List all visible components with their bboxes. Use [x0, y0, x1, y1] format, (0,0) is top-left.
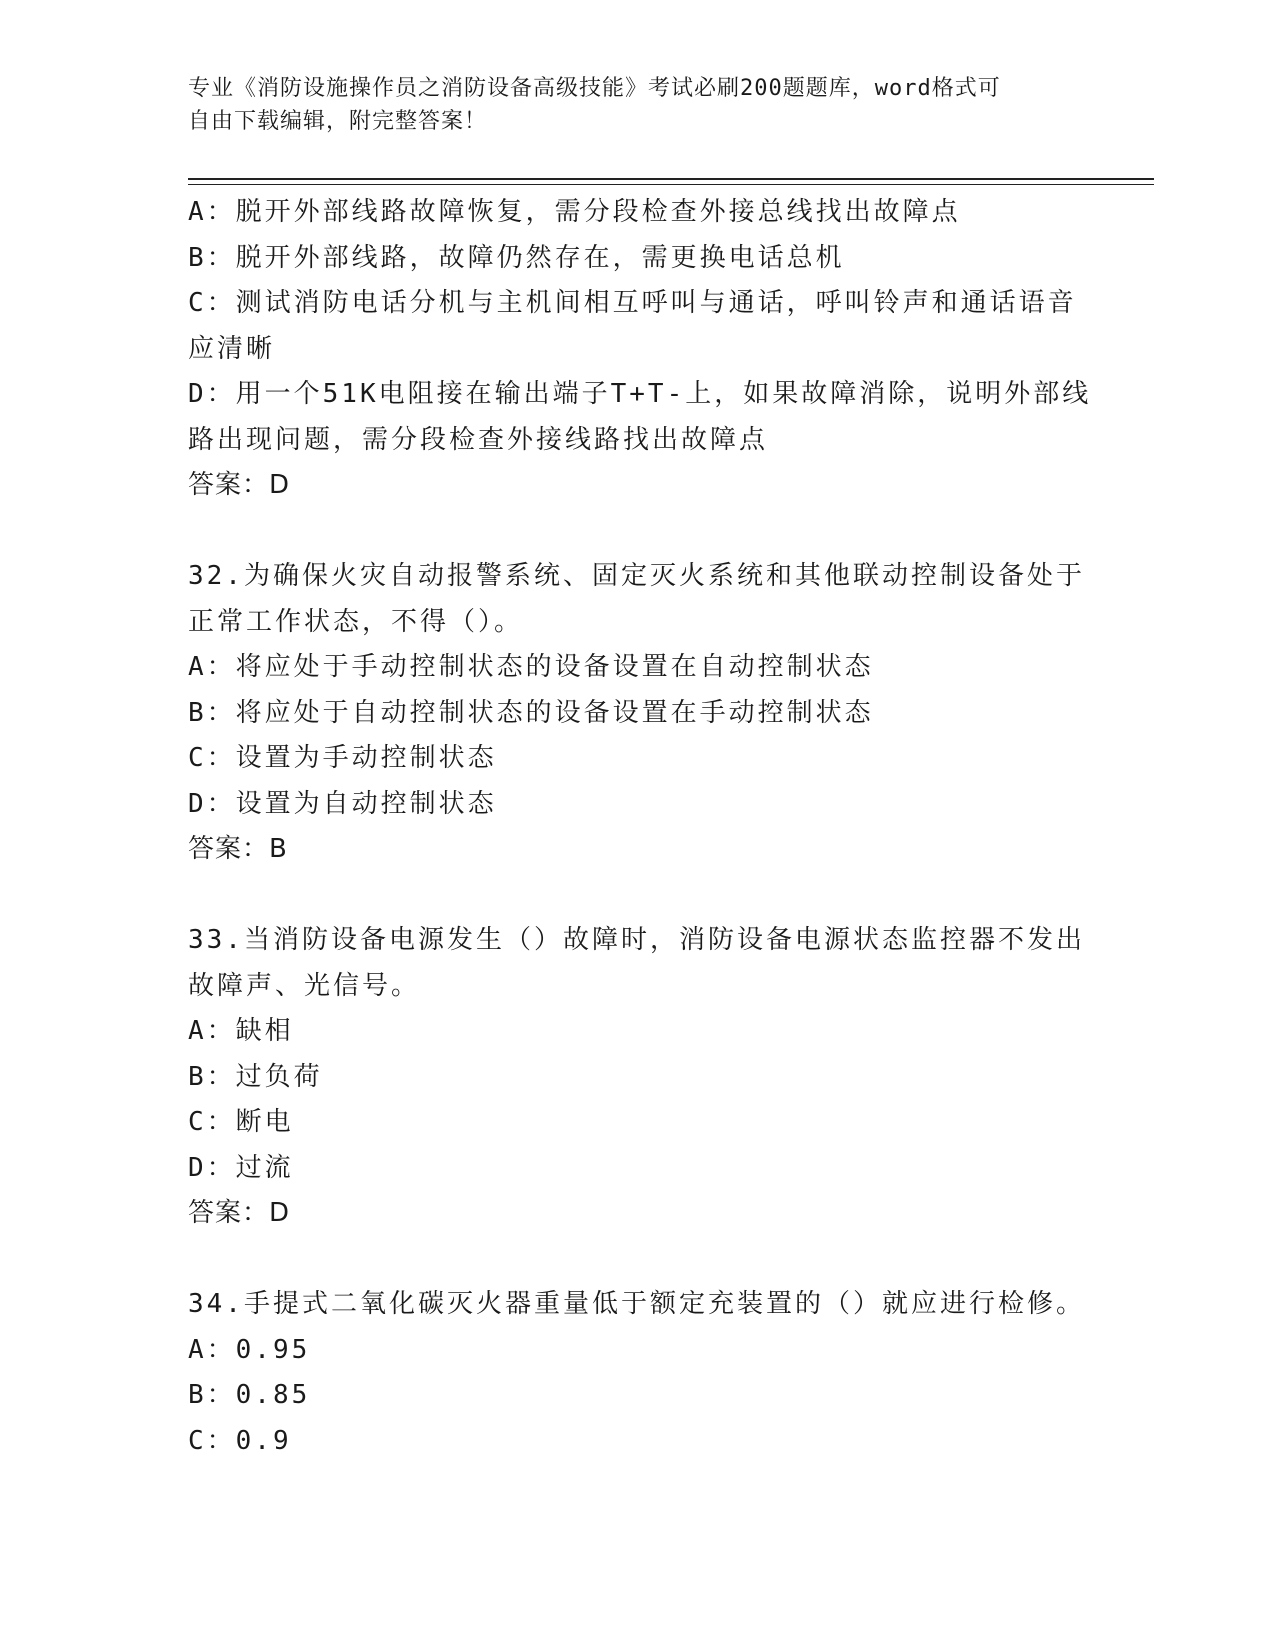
- answer-label: 答案：D: [188, 470, 291, 500]
- option-b: B：脱开外部线路，故障仍然存在，需更换电话总机: [188, 242, 845, 273]
- option-c: C：断电: [188, 1107, 294, 1137]
- option-c-continued: 应清晰: [188, 333, 276, 364]
- question-content: [188, 190, 1092, 1464]
- question-stem-continued: 故障声、光信号。: [188, 970, 421, 1001]
- header-title-line-1: 专业《消防设施操作员之消防设备高级技能》考试必刷200题题库，word格式可: [188, 76, 1001, 101]
- header-divider-thick: [188, 178, 1154, 180]
- question-32-block: [188, 554, 1088, 873]
- question-stem: 34.手提式二氧化碳灭火器重量低于额定充装置的（）就应进行检修。: [188, 1289, 1085, 1319]
- option-a: A：将应处于手动控制状态的设备设置在自动控制状态: [188, 652, 874, 682]
- option-d: D：用一个51K电阻接在输出端子T+T-上，如果故障消除，说明外部线: [188, 379, 1092, 409]
- question-stem: 33.当消防设备电源发生（）故障时，消防设备电源状态监控器不发出: [188, 925, 1085, 955]
- option-b: B：过负荷: [188, 1061, 323, 1092]
- option-d: D：设置为自动控制状态: [188, 788, 497, 819]
- question-stem-continued: 正常工作状态，不得（）。: [188, 606, 524, 637]
- spacer: [188, 873, 1088, 919]
- header-title-line-2: 自由下载编辑，附完整答案！: [188, 109, 488, 134]
- question-31-block: [188, 190, 1092, 509]
- option-c: C：测试消防电话分机与主机间相互呼叫与通话，呼叫铃声和通话语音: [188, 288, 1077, 318]
- option-b: B：将应处于自动控制状态的设备设置在手动控制状态: [188, 697, 874, 728]
- option-c: C：0.9: [188, 1425, 292, 1456]
- header-divider-thin: [188, 184, 1154, 185]
- option-a: A：脱开外部线路故障恢复，需分段检查外接总线找出故障点: [188, 197, 961, 227]
- question-33-block: [188, 918, 1088, 1237]
- option-d: D：过流: [188, 1152, 294, 1183]
- option-c: C：设置为手动控制状态: [188, 743, 497, 773]
- question-34-block: [188, 1282, 1088, 1464]
- option-d-continued: 路出现问题，需分段检查外接线路找出故障点: [188, 424, 769, 455]
- spacer: [188, 1237, 1088, 1283]
- answer-label: 答案：B: [188, 834, 288, 864]
- answer-label: 答案：D: [188, 1198, 291, 1228]
- option-a: A：0.95: [188, 1334, 311, 1365]
- question-stem: 32.为确保火灾自动报警系统、固定灭火系统和其他联动控制设备处于: [188, 561, 1085, 591]
- document-header: [188, 72, 1068, 138]
- option-a: A：缺相: [188, 1016, 294, 1046]
- spacer: [188, 509, 1088, 555]
- option-b: B：0.85: [188, 1380, 311, 1410]
